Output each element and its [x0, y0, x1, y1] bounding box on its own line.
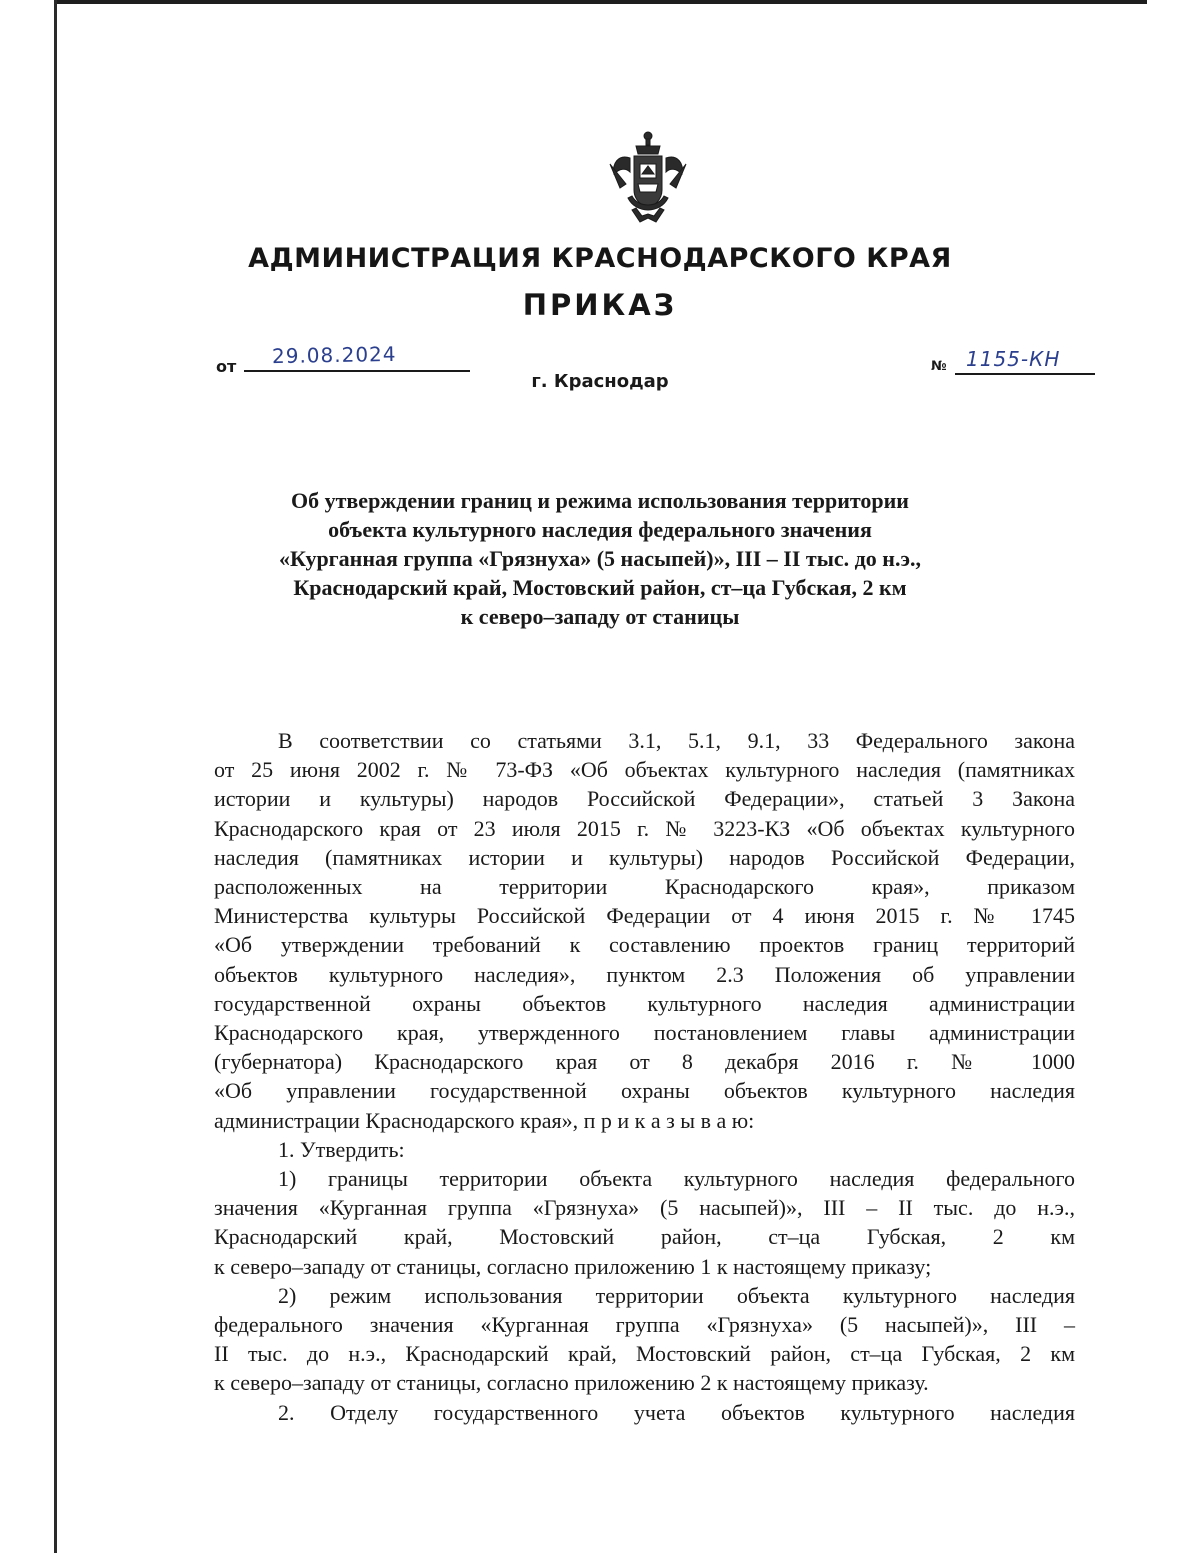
- body-line: значения «Курганная группа «Грязнуха» (5 насыпей)», III – II тыс. до н.э.,: [214, 1195, 1075, 1221]
- scan-left-edge: [54, 0, 57, 1553]
- number-label: №: [931, 359, 947, 374]
- body-line: Министерства культуры Российской Федерации от 4 июня 2015 г. № 1745: [214, 903, 1075, 929]
- number-value: 1155-КН: [966, 347, 1061, 371]
- document-title: [150, 486, 1050, 631]
- body-line: наследия (памятниках истории и культуры) народов Российской Федерации,: [214, 844, 1075, 870]
- organization-name: АДМИНИСТРАЦИЯ КРАСНОДАРСКОГО КРАЯ: [248, 243, 952, 274]
- body-line: объектов культурного наследия», пунктом 2.3 Положения об управлении: [214, 961, 1075, 987]
- body-line: Краснодарского края, утвержденного постановлением главы администрации: [214, 1020, 1075, 1046]
- title-line: к северо–западу от станицы: [460, 604, 740, 629]
- body-line: Краснодарского края от 23 июля 2015 г. № 3223-КЗ «Об объектах культурного: [214, 815, 1075, 841]
- body-line: от 25 июня 2002 г. № 73-ФЗ «Об объектах культурного наследия (памятниках: [214, 757, 1075, 783]
- body-line: В соответствии со статьями 3.1, 5.1, 9.1, 33 Федерального закона: [278, 728, 1075, 753]
- body-line: 2. Отделу государственного учета объектов культурного наследия: [278, 1399, 1075, 1425]
- body-line: к северо–западу от станицы, согласно приложению 1 к настоящему приказу;: [214, 1253, 932, 1279]
- body-line: истории и культуры) народов Российской Федерации», статьей 3 Закона: [214, 786, 1075, 812]
- coat-of-arms-emblem: [608, 128, 688, 228]
- item-1-heading: 1. Утвердить:: [278, 1136, 405, 1162]
- body-line: «Об утверждении требований к составлению проектов границ территорий: [214, 932, 1075, 958]
- body-line: расположенных на территории Краснодарского края», приказом: [214, 874, 1075, 900]
- document-body: [214, 726, 1075, 1427]
- body-line: Краснодарский край, Мостовский район, ст–ца Губская, 2 км: [214, 1224, 1075, 1250]
- date-value: 29.08.2024: [271, 341, 397, 369]
- body-line: к северо–западу от станицы, согласно приложению 2 к настоящему приказу.: [214, 1370, 929, 1396]
- body-line: «Об управлении государственной охраны объектов культурного наследия: [214, 1078, 1075, 1104]
- title-line: Краснодарский край, Мостовский район, ст–ца Губская, 2 км: [293, 575, 907, 600]
- title-line: объекта культурного наследия федерального значения: [328, 517, 872, 542]
- body-line: администрации Краснодарского края», п р и к а з ы в а ю:: [214, 1107, 755, 1133]
- date-label: от: [216, 357, 237, 376]
- body-line: 1) границы территории объекта культурного наследия федерального: [278, 1166, 1075, 1192]
- title-line: «Курганная группа «Грязнуха» (5 насыпей)», III – II тыс. до н.э.,: [279, 546, 921, 571]
- body-line: II тыс. до н.э., Краснодарский край, Мостовский район, ст–ца Губская, 2 км: [214, 1341, 1075, 1367]
- document-type: ПРИКАЗ: [522, 288, 678, 322]
- body-line: федерального значения «Курганная группа «Грязнуха» (5 насыпей)», III –: [214, 1312, 1075, 1338]
- title-line: Об утверждении границ и режима использования территории: [291, 488, 909, 513]
- body-line: 2) режим использования территории объекта культурного наследия: [278, 1282, 1075, 1308]
- scan-top-edge: [57, 0, 1147, 4]
- city: г. Краснодар: [531, 371, 669, 392]
- body-line: государственной охраны объектов культурного наследия администрации: [214, 990, 1075, 1016]
- body-line: (губернатора) Краснодарского края от 8 декабря 2016 г. № 1000: [214, 1049, 1075, 1075]
- number-underline: [955, 373, 1095, 375]
